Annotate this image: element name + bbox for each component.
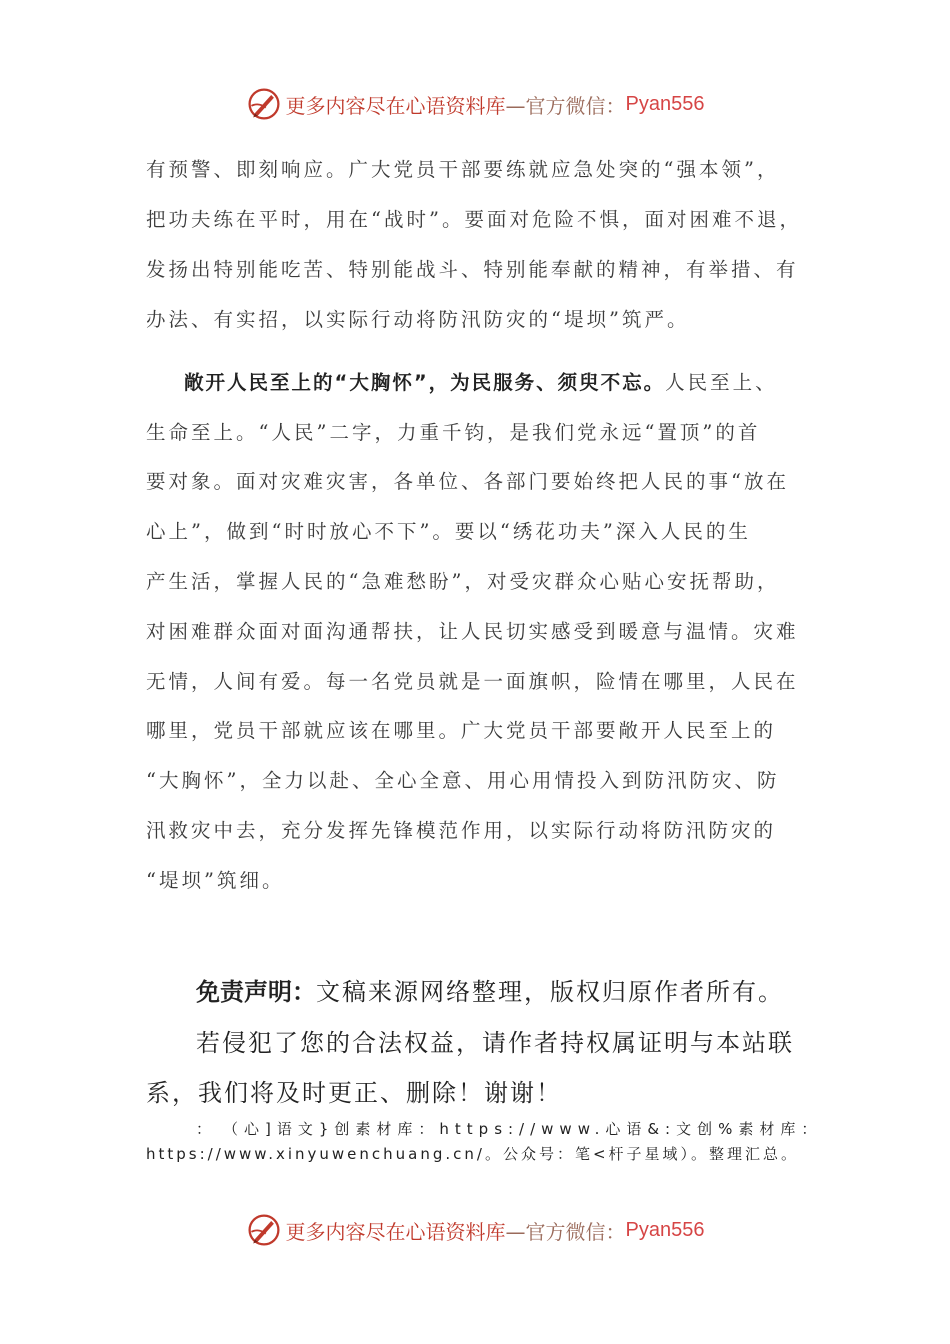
- banner-wechat-id: Pyan556: [625, 92, 705, 115]
- banner-main-text: 更多内容尽在心语资料库: [285, 93, 506, 118]
- disclaimer-label: 免责声明：: [196, 978, 316, 1006]
- paragraph-line: 无情，人间有爱。每一名党员就是一面旗帜，险情在哪里，人民在: [146, 670, 799, 693]
- footer-banner: [0, 1210, 950, 1250]
- disclaimer-line: [196, 975, 876, 1009]
- paragraph-line: 有预警、即刻响应。广大党员干部要练就应急处突的“强本领”，: [146, 158, 780, 181]
- banner-main-text: 更多内容尽在心语资料库: [285, 1219, 506, 1244]
- source-note-line: https://www.xinyuwenchuang.cn/。公众号：笔<杆子星域）。整理汇总。: [146, 1145, 800, 1163]
- pen-logo-icon: [246, 86, 282, 122]
- disclaimer-text: 文稿来源网络整理，版权归原作者所有。: [316, 978, 784, 1006]
- disclaimer-line: 系，我们将及时更正、删除！谢谢！: [146, 1079, 562, 1107]
- paragraph-line: 生命至上。“人民”二字，力重千钧，是我们党永远“置顶”的首: [146, 421, 761, 444]
- header-banner: [0, 84, 950, 124]
- banner-separator-text: —官方微信：: [505, 1219, 626, 1244]
- paragraph-lead-rest: 人民至上、: [665, 371, 778, 394]
- paragraph-line: 办法、有实招，以实际行动将防汛防灾的“堤坝”筑严。: [146, 308, 690, 331]
- banner-separator-text: —官方微信：: [505, 93, 626, 118]
- paragraph-line: 发扬出特别能吃苦、特别能战斗、特别能奉献的精神，有举措、有: [146, 258, 799, 281]
- paragraph-line: [184, 368, 864, 398]
- paragraph-line: 哪里，党员干部就应该在哪里。广大党员干部要敞开人民至上的: [146, 719, 777, 742]
- paragraph-line: 产生活，掌握人民的“急难愁盼”，对受灾群众心贴心安抚帮助，: [146, 570, 780, 593]
- paragraph-line: 要对象。面对灾难灾害，各单位、各部门要始终把人民的事“放在: [146, 470, 789, 493]
- paragraph-line: “大胸怀”，全力以赴、全心全意、用心用情投入到防汛防灾、防: [146, 769, 780, 792]
- paragraph-line: 把功夫练在平时，用在“战时”。要面对危险不惧，面对困难不退，: [146, 208, 802, 231]
- paragraph-line: 汛救灾中去，充分发挥先锋模范作用，以实际行动将防汛防灾的: [146, 819, 777, 842]
- paragraph-line: 对困难群众面对面沟通帮扶，让人民切实感受到暖意与温情。灾难: [146, 620, 799, 643]
- disclaimer-line: 若侵犯了您的合法权益，请作者持权属证明与本站联: [196, 1029, 794, 1057]
- paragraph-line: “堤坝”筑细。: [146, 869, 285, 892]
- pen-logo-icon: [246, 1212, 282, 1248]
- banner-wechat-id: Pyan556: [625, 1218, 705, 1241]
- source-note-line: ： （心]语文}创素材库：https://www.心语&:文创%素材库：: [196, 1120, 823, 1138]
- paragraph-line: 心上”，做到“时时放心不下”。要以“绣花功夫”深入人民的生: [146, 520, 751, 543]
- paragraph-lead-bold: 敞开人民至上的“大胸怀”，为民服务、须臾不忘。: [184, 371, 666, 394]
